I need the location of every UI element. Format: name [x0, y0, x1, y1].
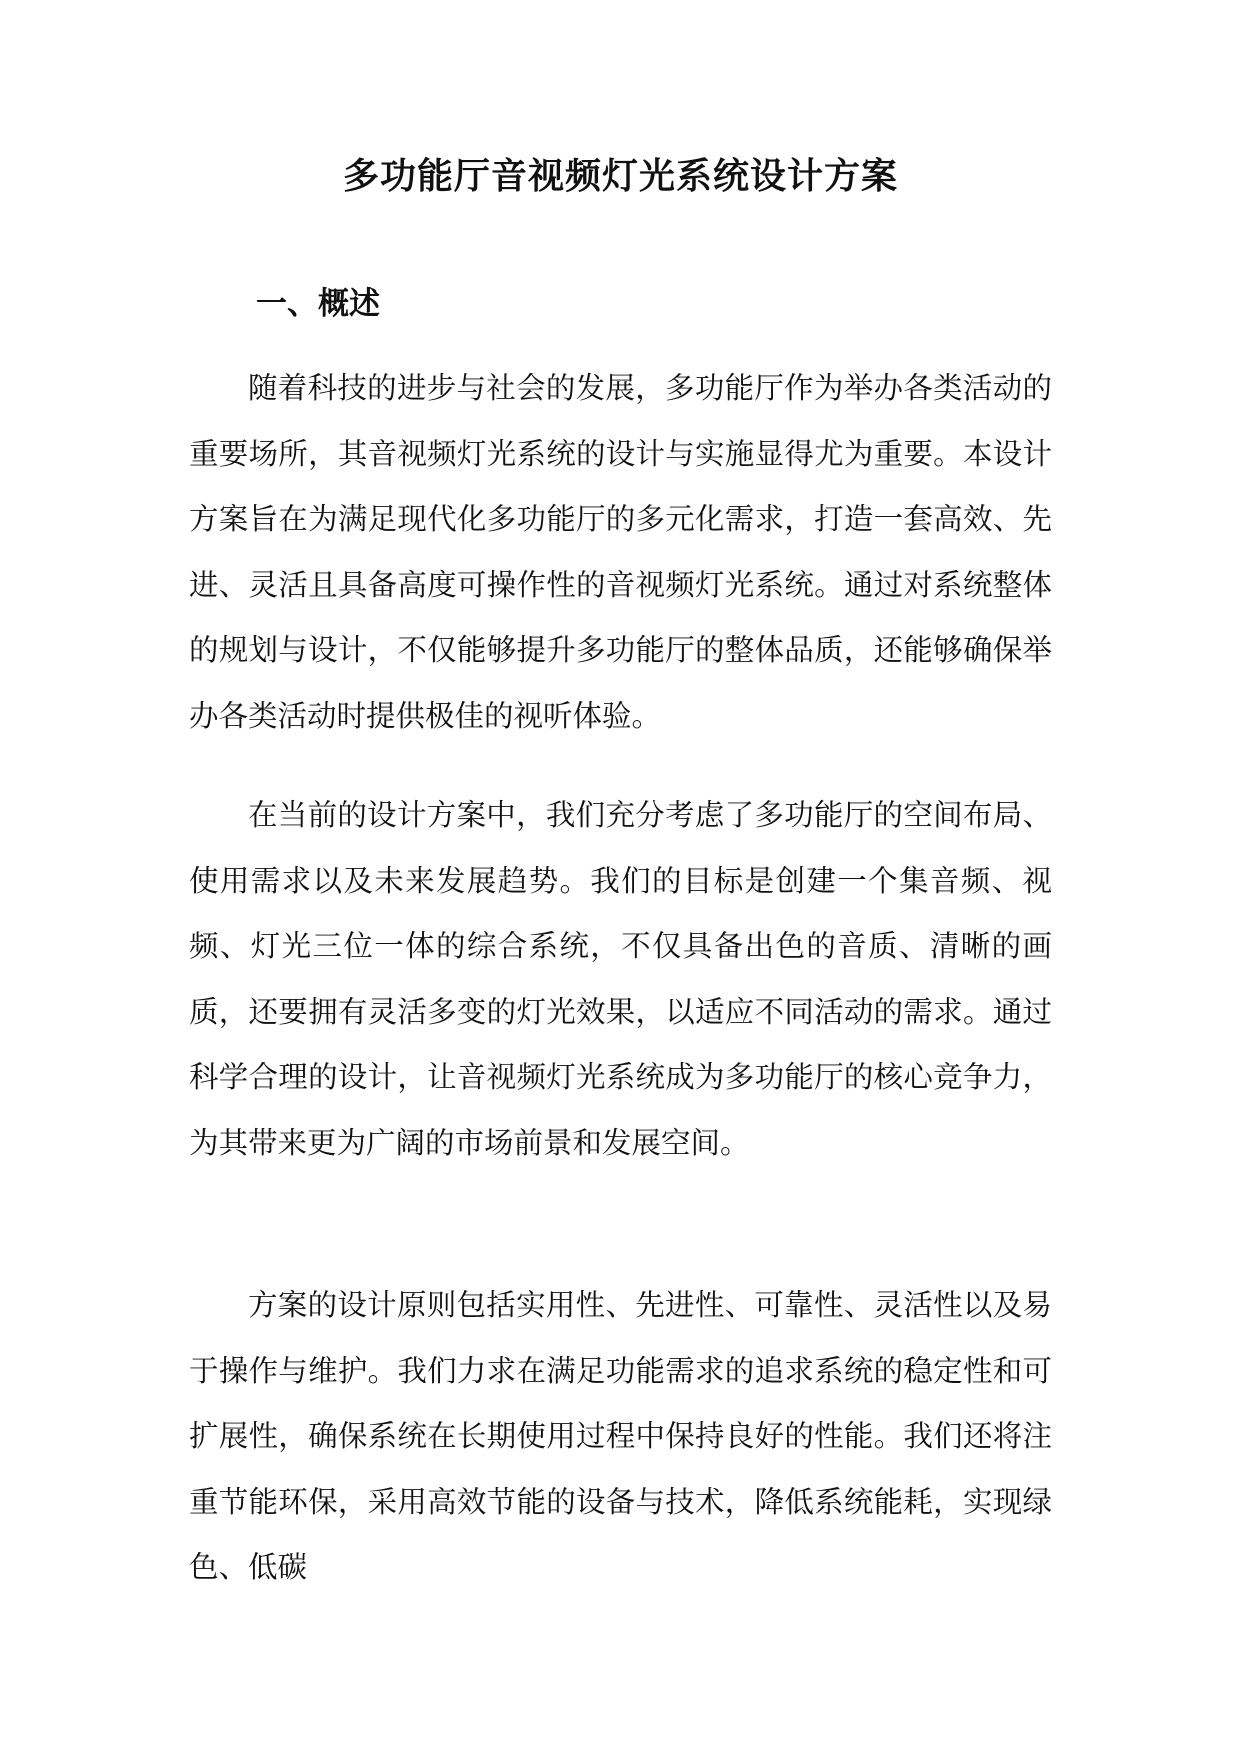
paragraph: 在当前的设计方案中，我们充分考虑了多功能厅的空间布局、使用需求以及未来发展趋势。我们的目标是创建一个集音频、视频、灯光三位一体的综合系统，不仅具备出色的音质、清晰的画质，还要拥有灵活多变的灯光效果，以适应不同活动的需求。通过科学合理的设计，让音视频灯光系统成为多功能厅的核心竞争力，为其带来更为广阔的市场前景和发展空间。	[189, 798, 1052, 1160]
paragraph: 随着科技的进步与社会的发展，多功能厅作为举办各类活动的重要场所，其音视频灯光系统的设计与实施显得尤为重要。本设计方案旨在为满足现代化多功能厅的多元化需求，打造一套高效、先进、灵活且具备高度可操作性的音视频灯光系统。通过对系统整体的规划与设计，不仅能够提升多功能厅的整体品质，还能够确保举办各类活动时提供极佳的视听体验。	[189, 371, 1052, 733]
section-heading: 一、概述	[256, 286, 380, 322]
paragraph: 方案的设计原则包括实用性、先进性、可靠性、灵活性以及易于操作与维护。我们力求在满足功能需求的追求系统的稳定性和可扩展性，确保系统在长期使用过程中保持良好的性能。我们还将注重节能环保，采用高效节能的设备与技术，降低系统能耗，实现绿色、低碳	[189, 1288, 1052, 1584]
document-title: 多功能厅音视频灯光系统设计方案	[342, 155, 898, 197]
